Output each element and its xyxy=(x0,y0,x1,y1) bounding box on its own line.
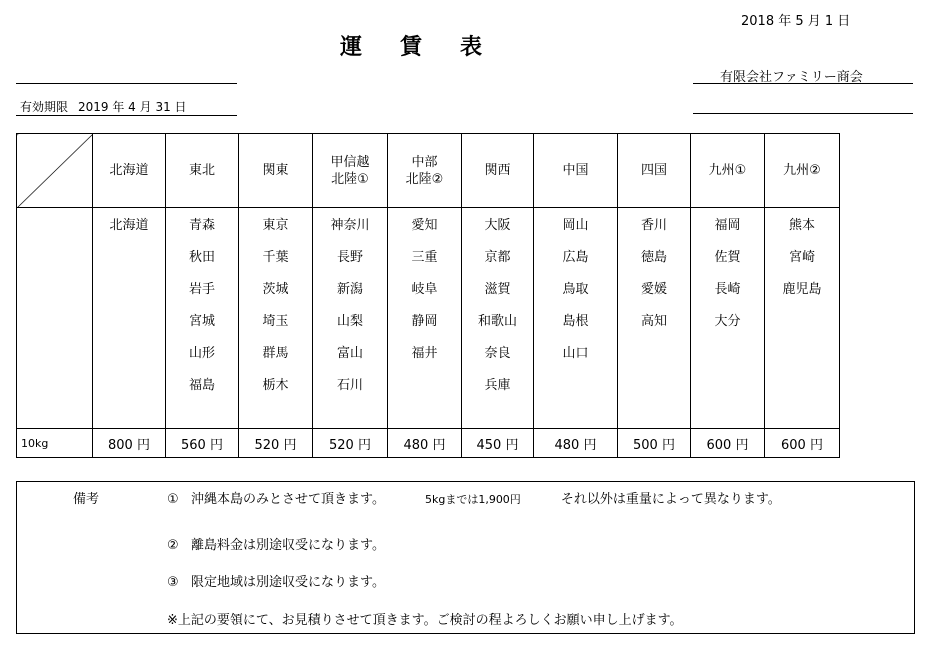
region-header xyxy=(462,134,534,208)
prefecture-name: 兵庫 xyxy=(484,378,511,393)
prefecture-name: 山梨 xyxy=(336,314,363,329)
prefecture-name: 三重 xyxy=(411,250,438,265)
price-cell: 520 円 xyxy=(239,429,313,458)
prefecture-name: 東京 xyxy=(262,218,289,233)
price-cell: 480 円 xyxy=(534,429,618,458)
region-header-line: 東北 xyxy=(188,163,215,178)
region-header-line: 北陸② xyxy=(405,171,444,187)
region-header xyxy=(534,134,618,208)
prefecture-list xyxy=(765,208,840,429)
region-header xyxy=(166,134,239,208)
prefecture-name: 熊本 xyxy=(788,218,815,233)
price-row xyxy=(17,429,840,458)
company-name: 有限会社ファミリー商会 xyxy=(720,70,863,85)
prefecture-name: 北海道 xyxy=(109,218,149,233)
prefecture-name: 福岡 xyxy=(714,218,741,233)
remark-item-2 xyxy=(167,534,385,553)
prefecture-name: 長野 xyxy=(336,250,363,265)
price-cell: 800 円 xyxy=(93,429,166,458)
prefecture-name: 香川 xyxy=(640,218,667,233)
prefecture-name: 岐阜 xyxy=(411,282,438,297)
weight-label: 10kg xyxy=(17,429,93,458)
remark-text: 離島料金は別途収受になります。 xyxy=(191,538,385,553)
validity-date: 2019 年 4 月 31 日 xyxy=(78,100,187,114)
region-header xyxy=(691,134,765,208)
price-cell: 600 円 xyxy=(765,429,840,458)
region-header-line: 中国 xyxy=(562,163,589,178)
region-header xyxy=(93,134,166,208)
prefecture-name: 山形 xyxy=(188,346,215,361)
prefecture-name: 岩手 xyxy=(188,282,215,297)
region-header-row xyxy=(17,134,840,208)
prefecture-list xyxy=(534,208,618,429)
prefecture-name: 高知 xyxy=(640,314,667,329)
prefecture-name: 愛知 xyxy=(411,218,438,233)
price-cell: 450 円 xyxy=(462,429,534,458)
prefecture-name: 広島 xyxy=(562,250,589,265)
remark-extra-note: それ以外は重量によって異なります。 xyxy=(560,492,781,507)
prefecture-list xyxy=(388,208,462,429)
remarks-footer: ※上記の要領にて、お見積りさせて頂きます。ご検討の程よろしくお願い申し上げます。 xyxy=(167,613,683,628)
prefecture-name: 大分 xyxy=(714,314,741,329)
remarks-box xyxy=(16,481,915,634)
region-header-line: 関東 xyxy=(262,163,289,178)
region-header-line: 北海道 xyxy=(109,163,149,178)
region-header-line: 四国 xyxy=(640,163,667,178)
remark-number: ① xyxy=(167,492,179,507)
region-header-line: 中部 xyxy=(411,154,438,170)
region-header xyxy=(388,134,462,208)
region-header xyxy=(765,134,840,208)
rate-table xyxy=(16,133,840,458)
prefecture-name: 鳥取 xyxy=(562,282,589,297)
blank-cell xyxy=(17,208,93,429)
prefecture-row xyxy=(17,208,840,429)
region-header xyxy=(313,134,388,208)
prefecture-list xyxy=(93,208,166,429)
prefecture-name: 秋田 xyxy=(188,250,215,265)
remark-item-1 xyxy=(167,488,781,507)
prefecture-name: 愛媛 xyxy=(640,282,667,297)
prefecture-name: 富山 xyxy=(336,346,363,361)
prefecture-name: 滋賀 xyxy=(484,282,511,297)
prefecture-name: 新潟 xyxy=(336,282,363,297)
prefecture-name: 宮城 xyxy=(188,314,215,329)
document-title: 運賃表 xyxy=(340,35,521,60)
region-header xyxy=(239,134,313,208)
price-cell: 520 円 xyxy=(313,429,388,458)
prefecture-name: 青森 xyxy=(188,218,215,233)
prefecture-name: 福島 xyxy=(188,378,215,393)
prefecture-name: 岡山 xyxy=(562,218,589,233)
prefecture-name: 埼玉 xyxy=(262,314,289,329)
prefecture-name: 山口 xyxy=(562,346,589,361)
prefecture-list xyxy=(166,208,239,429)
prefecture-name: 長崎 xyxy=(714,282,741,297)
region-header-line: 関西 xyxy=(484,163,511,178)
recipient-line xyxy=(16,83,237,84)
region-header-line: 甲信越 xyxy=(330,154,370,170)
remark-text: 沖縄本島のみとさせて頂きます。 xyxy=(191,492,385,507)
validity xyxy=(20,98,187,115)
price-cell: 500 円 xyxy=(618,429,691,458)
prefecture-name: 佐賀 xyxy=(714,250,741,265)
remark-extra-price: 5kgまでは1,900円 xyxy=(424,493,521,506)
region-header xyxy=(618,134,691,208)
prefecture-name: 京都 xyxy=(484,250,511,265)
prefecture-name: 宮崎 xyxy=(788,250,815,265)
region-header-line: 九州② xyxy=(783,163,821,178)
prefecture-name: 和歌山 xyxy=(477,314,517,329)
prefecture-name: 島根 xyxy=(562,314,589,329)
remark-number: ③ xyxy=(167,575,179,590)
prefecture-name: 茨城 xyxy=(262,282,289,297)
prefecture-name: 神奈川 xyxy=(330,218,370,233)
prefecture-list xyxy=(691,208,765,429)
price-cell: 480 円 xyxy=(388,429,462,458)
prefecture-name: 栃木 xyxy=(262,378,289,393)
price-cell: 560 円 xyxy=(166,429,239,458)
company-underline xyxy=(693,83,913,84)
remarks-label: 備考 xyxy=(73,492,100,507)
remark-number: ② xyxy=(167,538,179,553)
region-header-line: 九州① xyxy=(708,163,747,178)
remark-item-3 xyxy=(167,571,385,590)
prefecture-list xyxy=(462,208,534,429)
price-cell: 600 円 xyxy=(691,429,765,458)
prefecture-name: 鹿児島 xyxy=(782,282,822,297)
signature-line xyxy=(693,113,913,114)
prefecture-name: 大阪 xyxy=(484,218,511,233)
remark-text: 限定地域は別途収受になります。 xyxy=(191,575,385,590)
prefecture-name: 福井 xyxy=(411,346,438,361)
document-date: 2018 年 5 月 1 日 xyxy=(741,14,851,29)
prefecture-name: 群馬 xyxy=(262,346,289,361)
prefecture-name: 徳島 xyxy=(640,250,667,265)
prefecture-name: 静岡 xyxy=(411,314,438,329)
region-header-line: 北陸① xyxy=(331,171,369,187)
validity-label: 有効期限 xyxy=(20,100,69,114)
prefecture-list xyxy=(239,208,313,429)
corner-cell xyxy=(17,134,93,208)
prefecture-list xyxy=(313,208,388,429)
prefecture-name: 奈良 xyxy=(484,346,511,361)
validity-underline xyxy=(16,115,237,116)
prefecture-name: 石川 xyxy=(336,378,363,393)
prefecture-list xyxy=(618,208,691,429)
prefecture-name: 千葉 xyxy=(262,250,289,265)
